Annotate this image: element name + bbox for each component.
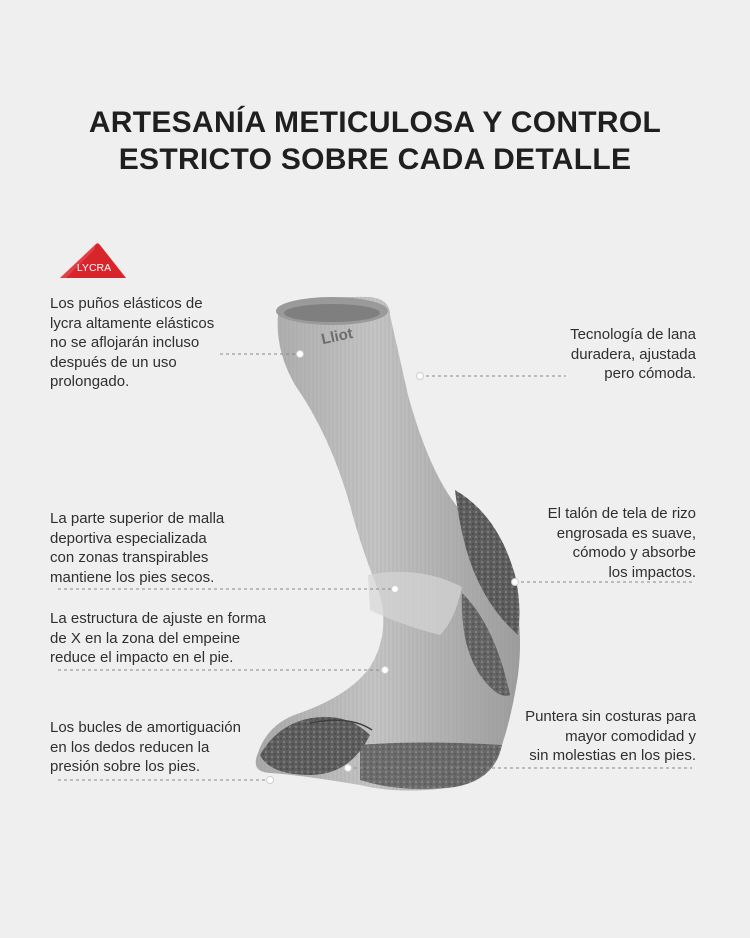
toe-loops-callout-line: Los bucles de amortiguación xyxy=(50,719,241,736)
cuff-callout-line: después de un uso xyxy=(50,353,177,371)
cuff-callout-line: lycra altamente elásticos xyxy=(50,314,215,332)
mesh-callout-line: deportiva especializada xyxy=(50,529,207,547)
sock-brand-mark: Lliot xyxy=(319,324,355,349)
toe-seam-callout-line: Puntera sin costuras para xyxy=(525,708,696,725)
wool-callout-line: duradera, ajustada xyxy=(570,345,696,363)
heel-callout-line: los impactos. xyxy=(608,563,696,581)
mesh-callout-line: La parte superior de malla xyxy=(50,510,225,527)
mesh-callout-line: con zonas transpirables xyxy=(50,549,209,566)
heel-callout-line: engrosada es suave, xyxy=(556,524,696,542)
heel-callout-line: cómodo y absorbe xyxy=(572,544,696,561)
title-line-1: ARTESANÍA METICULOSA Y CONTROL xyxy=(88,106,662,139)
toe-seam-callout xyxy=(525,707,696,766)
instep-callout-line: de X en la zona del empeine xyxy=(50,629,241,647)
instep-callout-line: La estructura de ajuste en forma xyxy=(50,610,266,627)
mesh-callout xyxy=(50,509,224,587)
toe-loops-callout xyxy=(50,718,241,777)
instep-callout-line: reduce el impacto en el pie. xyxy=(50,649,234,666)
sock-image xyxy=(240,275,540,815)
heel-callout xyxy=(548,504,696,582)
toe-seam-callout-line: mayor comodidad y xyxy=(565,727,696,745)
page-title xyxy=(0,104,750,178)
cuff-callout-line: no se aflojarán incluso xyxy=(50,334,200,351)
lycra-logo-text: LYCRA xyxy=(76,262,112,274)
toe-seam-callout-line: sin molestias en los pies. xyxy=(529,747,696,764)
toe-loops-callout-line: presión sobre los pies. xyxy=(50,758,201,775)
toe-loops-callout-line: en los dedos reducen la xyxy=(50,738,210,756)
wool-callout-line: Tecnología de lana xyxy=(570,326,696,343)
cuff-callout xyxy=(50,294,214,392)
mesh-callout-line: mantiene los pies secos. xyxy=(50,568,215,586)
heel-callout-line: El talón de tela de rizo xyxy=(547,505,696,522)
instep-callout xyxy=(50,609,266,668)
cuff-callout-line: prolongado. xyxy=(50,373,130,390)
wool-callout-line: pero cómoda. xyxy=(604,365,696,382)
cuff-callout-line: Los puños elásticos de xyxy=(50,295,203,312)
wool-callout xyxy=(570,325,696,384)
title-line-2: ESTRICTO SOBRE CADA DETALLE xyxy=(118,143,632,176)
lycra-logo-icon xyxy=(58,240,130,282)
